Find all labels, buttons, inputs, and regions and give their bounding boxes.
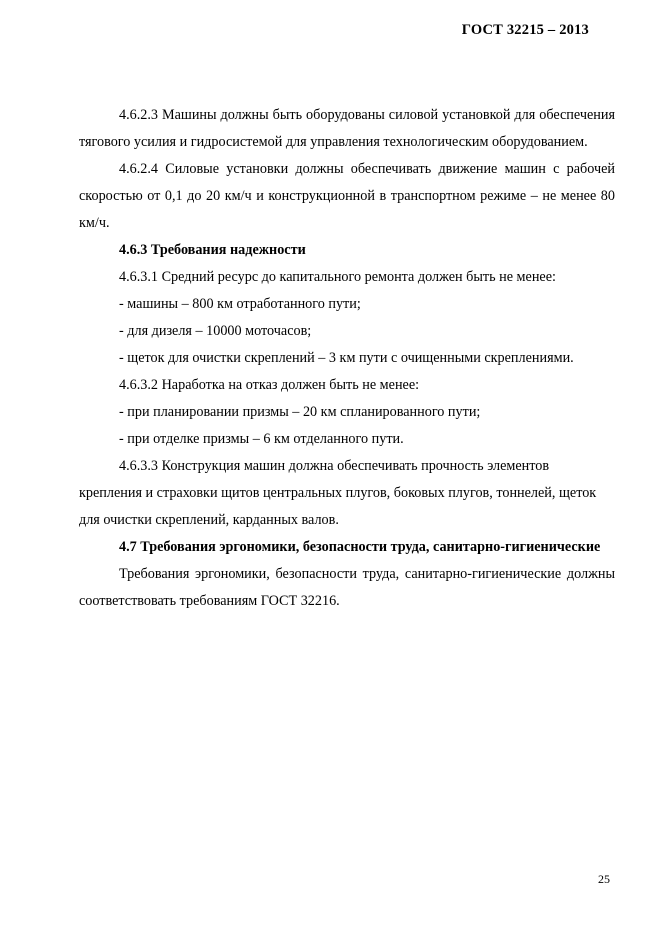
document-header: ГОСТ 32215 – 2013 [461, 22, 589, 38]
paragraph-4-7-body: Требования эргономики, безопасности труда, санитарно-гигиенические должны соответствовать требованиям ГОСТ 32216. [79, 566, 615, 609]
list-item-machine-resource: - машины – 800 км отработанного пути; [119, 296, 361, 312]
list-item-planning: - при планировании призмы – 20 км спланированного пути; [119, 404, 481, 420]
document-body [79, 102, 615, 615]
paragraph-4-6-2-4: 4.6.2.4 Силовые установки должны обеспечивать движение машин с рабочей скоростью от 0,1 до 20 км/ч и конструкционной в транспортном режиме – не менее 80 км/ч. [79, 161, 615, 231]
list-item-brush-resource: - щеток для очистки скреплений – 3 км пути с очищенными скреплениями. [119, 350, 574, 366]
paragraph-4-6-3-2: 4.6.3.2 Наработка на отказ должен быть не менее: [119, 377, 420, 393]
paragraph-4-6-2-3: 4.6.2.3 Машины должны быть оборудованы силовой установкой для обеспечения тягового усилия и гидросистемой для управления технологическим оборудованием. [79, 107, 615, 150]
section-heading-4-6-3: 4.6.3 Требования надежности [119, 242, 306, 258]
section-heading-4-7: 4.7 Требования эргономики, безопасности труда, санитарно-гигиенические [119, 539, 601, 555]
page-number: 25 [598, 872, 610, 886]
paragraph-4-6-3-1: 4.6.3.1 Средний ресурс до капитального ремонта должен быть не менее: [119, 269, 556, 285]
list-item-diesel-resource: - для дизеля – 10000 моточасов; [119, 323, 312, 339]
list-item-finishing: - при отделке призмы – 6 км отделанного пути. [119, 431, 404, 447]
paragraph-4-6-3-3: 4.6.3.3 Конструкция машин должна обеспечивать прочность элементов крепления и страховки щитов центральных плугов, боковых плугов, тоннелей, щеток для очистки скреплений, карданных валов. [79, 458, 597, 528]
